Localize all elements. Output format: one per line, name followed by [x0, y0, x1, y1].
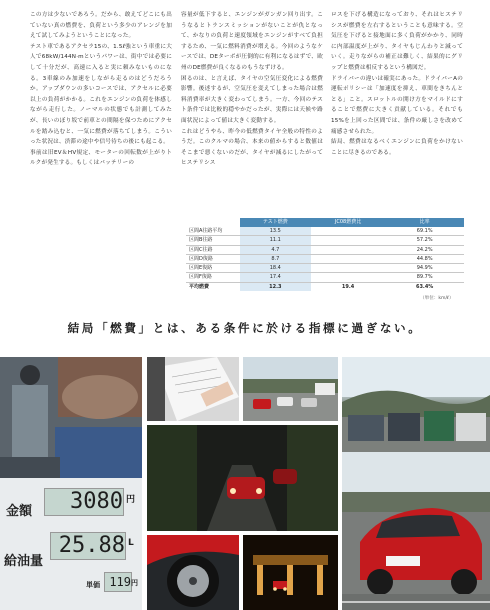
- row-label: 区間B往路: [186, 236, 240, 245]
- paragraph: この方は少ないであろう。だから、敢えてどこにも出ていない真の燃費を、負荷という多少のアレンジを加えて試してみようということになった。: [30, 12, 172, 40]
- ratio-value: 44.8%: [385, 254, 464, 263]
- jc08-value: [311, 236, 386, 245]
- wheel-illustration: [147, 535, 239, 610]
- article-column-3: [331, 10, 463, 158]
- paragraph: テスト車であるアクセラ15の、1.5ℓ強という車重に大人で68kW/144N·mというパワーは、街中では必要にして十分だが、高速に入ると実に頼みないものになる。3車線のみ加速をしながら走るのはどうだろうか。アップダウンの多いコースでは、アクセルに必要以上の負荷がかかる。これをエンジンの負荷を体感しながら走行した。ノーマルの状態でも計測してみたが、長いのぼり坂で前車との間隔を保つためにアクセルを踏み込むと、一気に燃費が落ちてしまう。こういった状況は、渋滞の途中や信号待ちの後にも起こる。: [30, 43, 172, 146]
- jc08-value: [311, 245, 386, 254]
- table-row-average: [186, 282, 464, 291]
- paragraph: 結局、燃費はなるべくエンジンに負荷をかけないことに尽きるのである。: [331, 139, 463, 156]
- ratio-value: 89.7%: [385, 273, 464, 282]
- red-car-illustration: [342, 452, 490, 610]
- photo-wheel: [147, 535, 239, 610]
- paragraph: 事前は旧EV＆HV規定、モーターの回転数が上がりトルクが発生する。もしくはバッテリーの: [30, 149, 172, 167]
- test-value: 13.5: [240, 227, 311, 236]
- volume-value: 25.88: [50, 532, 126, 560]
- ratio-value: 57.2%: [385, 236, 464, 245]
- price-unit: 円: [131, 579, 138, 587]
- test-value: 11.1: [240, 236, 311, 245]
- jc08-value: [311, 273, 386, 282]
- amount-value: 3080: [44, 488, 124, 516]
- photo-toll-gate-night: [243, 535, 338, 610]
- toll-gate-illustration: [243, 535, 338, 610]
- table-unit-note: （単位：km/ℓ）: [420, 296, 454, 301]
- table-row: [186, 264, 464, 273]
- photo-red-car: [342, 452, 490, 610]
- photo-truck-stop: [342, 357, 490, 452]
- truck-stop-illustration: [342, 357, 490, 452]
- test-value: 18.4: [240, 264, 311, 273]
- test-value: 4.7: [240, 245, 311, 254]
- article-column-2: [181, 10, 323, 169]
- paragraph: 容量が低下すると、エンジンがガンガン回り出す。こうなるとトランスミッションがないことが仇となって、かなりの負荷と速度領域をエンジンがすべて負担するため、一気に燃料消費が増える。今回のようなケースでは、DEターボが圧倒的に有利になるはずで、欧州のDE燃費が良くなるのもうなずける。: [181, 12, 323, 71]
- table-row: [186, 273, 464, 282]
- row-label: 平均燃費: [189, 283, 210, 290]
- headline: 結局「燃費」とは、ある条件に於ける指標に過ぎない。: [67, 321, 423, 335]
- volume-unit: L: [128, 538, 134, 548]
- paragraph: ロスを下げる構造になっており、それはヒステリシスが燃費を左右するということも意味する。空気圧を下げると接地面に多く負荷がかかり、同時に内部温度が上がり、タイヤもじんわりと減っていく。走りながらの補正は難しく、結果的にグリップと燃費は相反するという構図だ。: [331, 12, 463, 71]
- table-header: [186, 218, 240, 227]
- table-header: 比率: [385, 218, 464, 227]
- table-header-row: [186, 218, 464, 227]
- table-row: [186, 254, 464, 263]
- row-label: 区間F復路: [186, 273, 240, 282]
- row-label: 区間E復路: [186, 264, 240, 273]
- paragraph: 困るのは、と言えば、タイヤの空気圧変化による燃費影響。後述するが、空気圧を変えてしまった場合は燃料消費率が大きく変わってしまう。一方、今回のテスト条件では比較的穏やかだったが、実際には天候や路面状況によって値は大きく変動する。: [181, 75, 323, 124]
- table-row: [186, 236, 464, 245]
- fuel-pump-display: [0, 478, 142, 610]
- test-value: 8.7: [240, 254, 311, 263]
- amount-label: 金額: [6, 504, 33, 519]
- jc08-value: [311, 264, 386, 273]
- parking-lot-illustration: [243, 357, 338, 421]
- fuel-economy-table: [186, 218, 464, 291]
- test-value: 17.4: [240, 273, 311, 282]
- row-label: 区間D復路: [186, 254, 240, 263]
- row-label: 区間A往路平均: [186, 227, 240, 236]
- test-value: 12.3: [240, 282, 311, 291]
- table-header: JC08燃費比: [311, 218, 386, 227]
- volume-label: 給油量: [4, 554, 44, 569]
- paragraph: ドライバーの違いは確実にあった。ドライバーAの運転ポリシーは「加速度を抑え、車間をきちんととる」こと。スロットルの開け方をマイルドにすることで燃費に大きく貢献している。それでも15%を上回った区間では、条件の厳しさを改めて痛感させられた。: [331, 75, 463, 135]
- price-value: 119: [104, 572, 132, 592]
- table-header: テスト燃費: [240, 218, 311, 227]
- price-label: 単価: [86, 581, 100, 589]
- table-row: [186, 245, 464, 254]
- table-row: [186, 227, 464, 236]
- paragraph: これはどうやら、昨今の低燃費タイヤ全般の特性のようだ。このクルマの場合、本来の値からすると数値はそこまで悪くないのだが、タイヤが減るにしたがってヒステリシス: [181, 128, 323, 167]
- row-label: 区間C往路: [186, 245, 240, 254]
- ratio-value: 69.1%: [385, 227, 464, 236]
- ratio-value: 63.4%: [415, 283, 434, 290]
- refueling-scene-illustration: [0, 357, 142, 482]
- amount-unit: 円: [126, 495, 136, 505]
- ratio-value: 24.2%: [385, 245, 464, 254]
- jc08-value: [311, 227, 386, 236]
- ratio-value: 94.9%: [385, 264, 464, 273]
- photo-night-road: [147, 425, 338, 531]
- jc08-value: [311, 254, 386, 263]
- jc08-value: 19.4: [341, 283, 355, 290]
- night-road-illustration: [147, 425, 338, 531]
- photo-parking-lot: [243, 357, 338, 421]
- notebook-scene-illustration: [147, 357, 239, 421]
- article-column-1: [30, 10, 172, 169]
- photo-notebook: [147, 357, 239, 421]
